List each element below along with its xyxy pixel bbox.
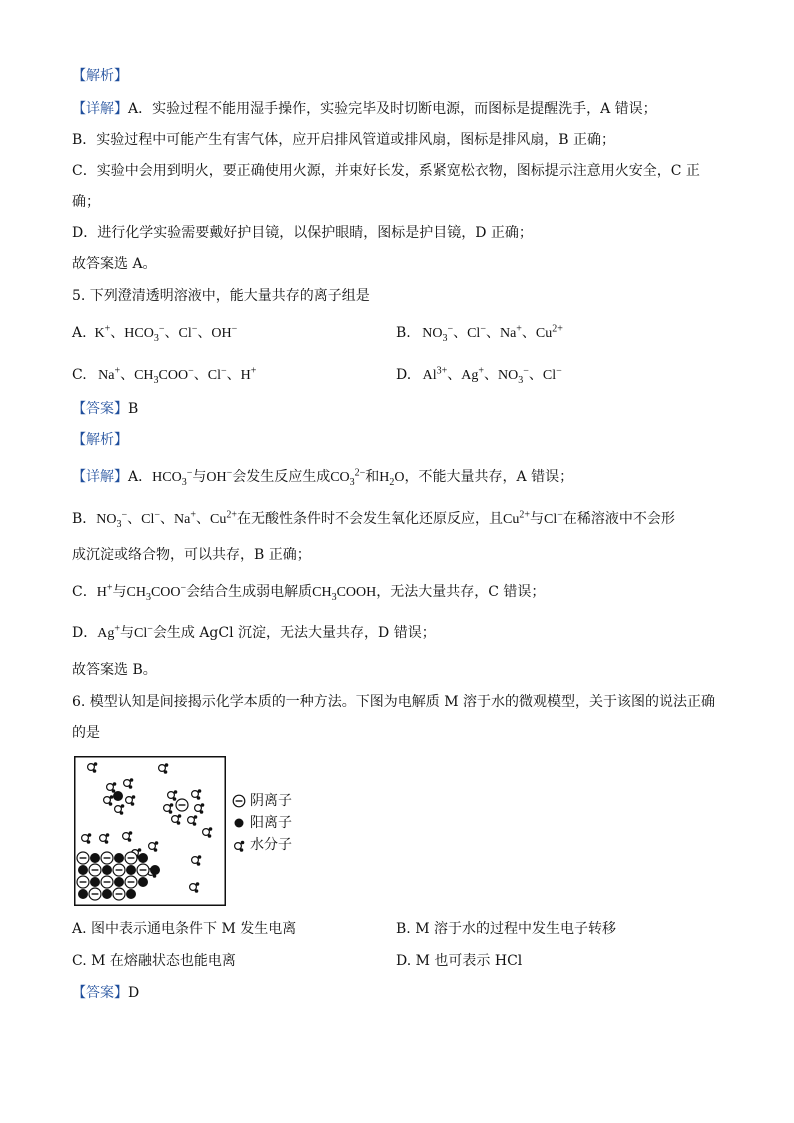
legend-anion-label: 阴离子 [250, 793, 292, 809]
q5-detail-c [72, 582, 545, 603]
q5-detail-c-acetate: $CH_3COO^-$ [126, 582, 187, 603]
q5-option-a-label: A. [72, 325, 87, 341]
q5-stem: 5. 下列澄清透明溶液中，能大量共存的离子组是 [72, 288, 370, 304]
q5-detail-a-oh: OH− [206, 467, 233, 485]
q5-detail-c-1: C． [72, 584, 97, 600]
q5-detail-b [72, 509, 675, 530]
q5-option-c-label: C. [72, 367, 87, 383]
q5-detail-c-2: 与 [112, 584, 127, 600]
q5-detail-d-cl: Cl− [134, 623, 153, 641]
q5-detail-b-3: 与 [529, 511, 544, 527]
q5-option-b [396, 323, 563, 344]
q4-detail-c-1: C．实验中会用到明火，要正确使用火源，并束好长发，系紧宽松衣物，图标提示注意用火安全，C 正 [72, 163, 700, 179]
q5-option-a-ions: K+、$HCO_3^-$、Cl−、OH− [91, 323, 238, 344]
electrolyte-model-figure [74, 756, 226, 906]
q4-analysis-header: 【解析】 [72, 68, 128, 84]
q5-detail-d-2: 与 [120, 625, 134, 641]
q5-option-b-label: B. [396, 325, 411, 341]
cation-icon [232, 816, 246, 830]
q5-detail-b-4: 在稀溶液中不会形 [562, 511, 675, 527]
q5-detail-b-cl: Cl− [543, 509, 563, 527]
q5-detail-a-co3: $CO_3^{2-}$ [330, 467, 366, 488]
q5-detail-b-ions: $NO_3^-$、Cl−、Na+、$Cu^{2+}$ [96, 509, 237, 530]
q5-detail-c-h: H+ [96, 582, 113, 600]
q4-detail-b: B．实验过程中可能产生有害气体，应开启排风管道或排风扇，图标是排风扇，B 正确； [72, 132, 616, 148]
q5-answer-value: B [128, 401, 139, 417]
q6-option-c: C. M 在熔融状态也能电离 [72, 953, 236, 969]
legend-water [232, 835, 292, 855]
q5-conclusion: 故答案选 B。 [72, 662, 157, 678]
q5-answer [72, 399, 138, 419]
q4-detail-a [72, 99, 657, 119]
q4-detail-c-2: 确； [72, 194, 100, 210]
legend-water-label: 水分子 [250, 837, 292, 853]
q5-detail-a-2: 与 [192, 469, 207, 485]
q5-detail-d-1: D． [72, 625, 98, 641]
q5-detail-d-3: 会生成 AgCl 沉淀，无法大量共存，D 错误； [152, 625, 436, 641]
q6-option-d: D. M 也可表示 HCl [396, 953, 523, 969]
q6-stem-1: 6. 模型认知是间接揭示化学本质的一种方法。下图为电解质 M 溶于水的微观模型，关于该图的说法正确 [72, 694, 716, 710]
water-molecule-icon [232, 838, 246, 852]
q5-option-a [72, 323, 237, 344]
q6-option-a: A. 图中表示通电条件下 M 发生电离 [72, 921, 297, 937]
q5-option-c-ions: Na+、$CH_3COO^-$、Cl−、H+ [91, 365, 257, 386]
q5-detail-b-line2: 成沉淀或络合物，可以共存，B 正确； [72, 547, 311, 563]
q5-detail-d-ag: Ag+ [97, 623, 120, 641]
q4-detail-d: D．进行化学实验需要戴好护目镜，以保护眼睛，图标是护目镜，D 正确； [72, 225, 533, 241]
anion-icon [232, 794, 246, 808]
q5-detail-b-2: 在无酸性条件时不会发生氧化还原反应，且 [237, 511, 503, 527]
legend-anion [232, 791, 292, 811]
q5-detail-c-3: 会结合生成弱电解质 [186, 584, 313, 600]
q5-detail-b-cu: $Cu^{2+}$ [503, 509, 530, 527]
q4-detail-tag: 【详解】 [72, 101, 128, 117]
q5-detail-tag: 【详解】 [72, 469, 128, 485]
q5-detail-c-4: ，无法大量共存，C 错误； [376, 584, 546, 600]
q5-detail-b-1: B． [72, 511, 97, 527]
q5-detail-a-4: 和 [365, 469, 380, 485]
q5-detail-a-1: A． [128, 469, 153, 485]
q6-answer-value: D [128, 985, 140, 1001]
q5-option-d-ions: $Al^{3+}$、Ag+、$NO_3^-$、Cl− [415, 365, 562, 386]
legend-cation [232, 813, 292, 833]
q6-stem-2: 的是 [72, 725, 100, 741]
q4-a-text: A．实验过程不能用湿手操作，实验完毕及时切断电源，而图标是提醒洗手，A 错误； [128, 101, 657, 117]
q5-detail-a-h2o: $H_2O$ [379, 470, 405, 488]
q5-detail-a-5: ，不能大量共存，A 错误； [404, 469, 574, 485]
q5-detail-a-hco3: $HCO_3^-$ [152, 467, 193, 488]
q5-detail-d [72, 623, 436, 644]
q6-answer-tag: 【答案】 [72, 985, 128, 1001]
q5-detail-a [72, 467, 573, 488]
q5-option-b-ions: $NO_3^-$、Cl−、Na+、$Cu^{2+}$ [415, 323, 563, 344]
q4-conclusion: 故答案选 A。 [72, 256, 157, 272]
q5-option-c [72, 365, 256, 386]
q5-option-d-label: D. [396, 367, 412, 383]
q5-detail-c-acid: $CH_3COOH$ [312, 585, 377, 603]
q5-detail-a-3: 会发生反应生成 [232, 469, 331, 485]
q6-option-b: B. M 溶于水的过程中发生电子转移 [396, 921, 616, 937]
q6-answer [72, 983, 139, 1003]
legend-cation-label: 阳离子 [250, 815, 292, 831]
q5-answer-tag: 【答案】 [72, 401, 128, 417]
q5-option-d [396, 365, 562, 386]
q5-analysis-header: 【解析】 [72, 432, 128, 448]
